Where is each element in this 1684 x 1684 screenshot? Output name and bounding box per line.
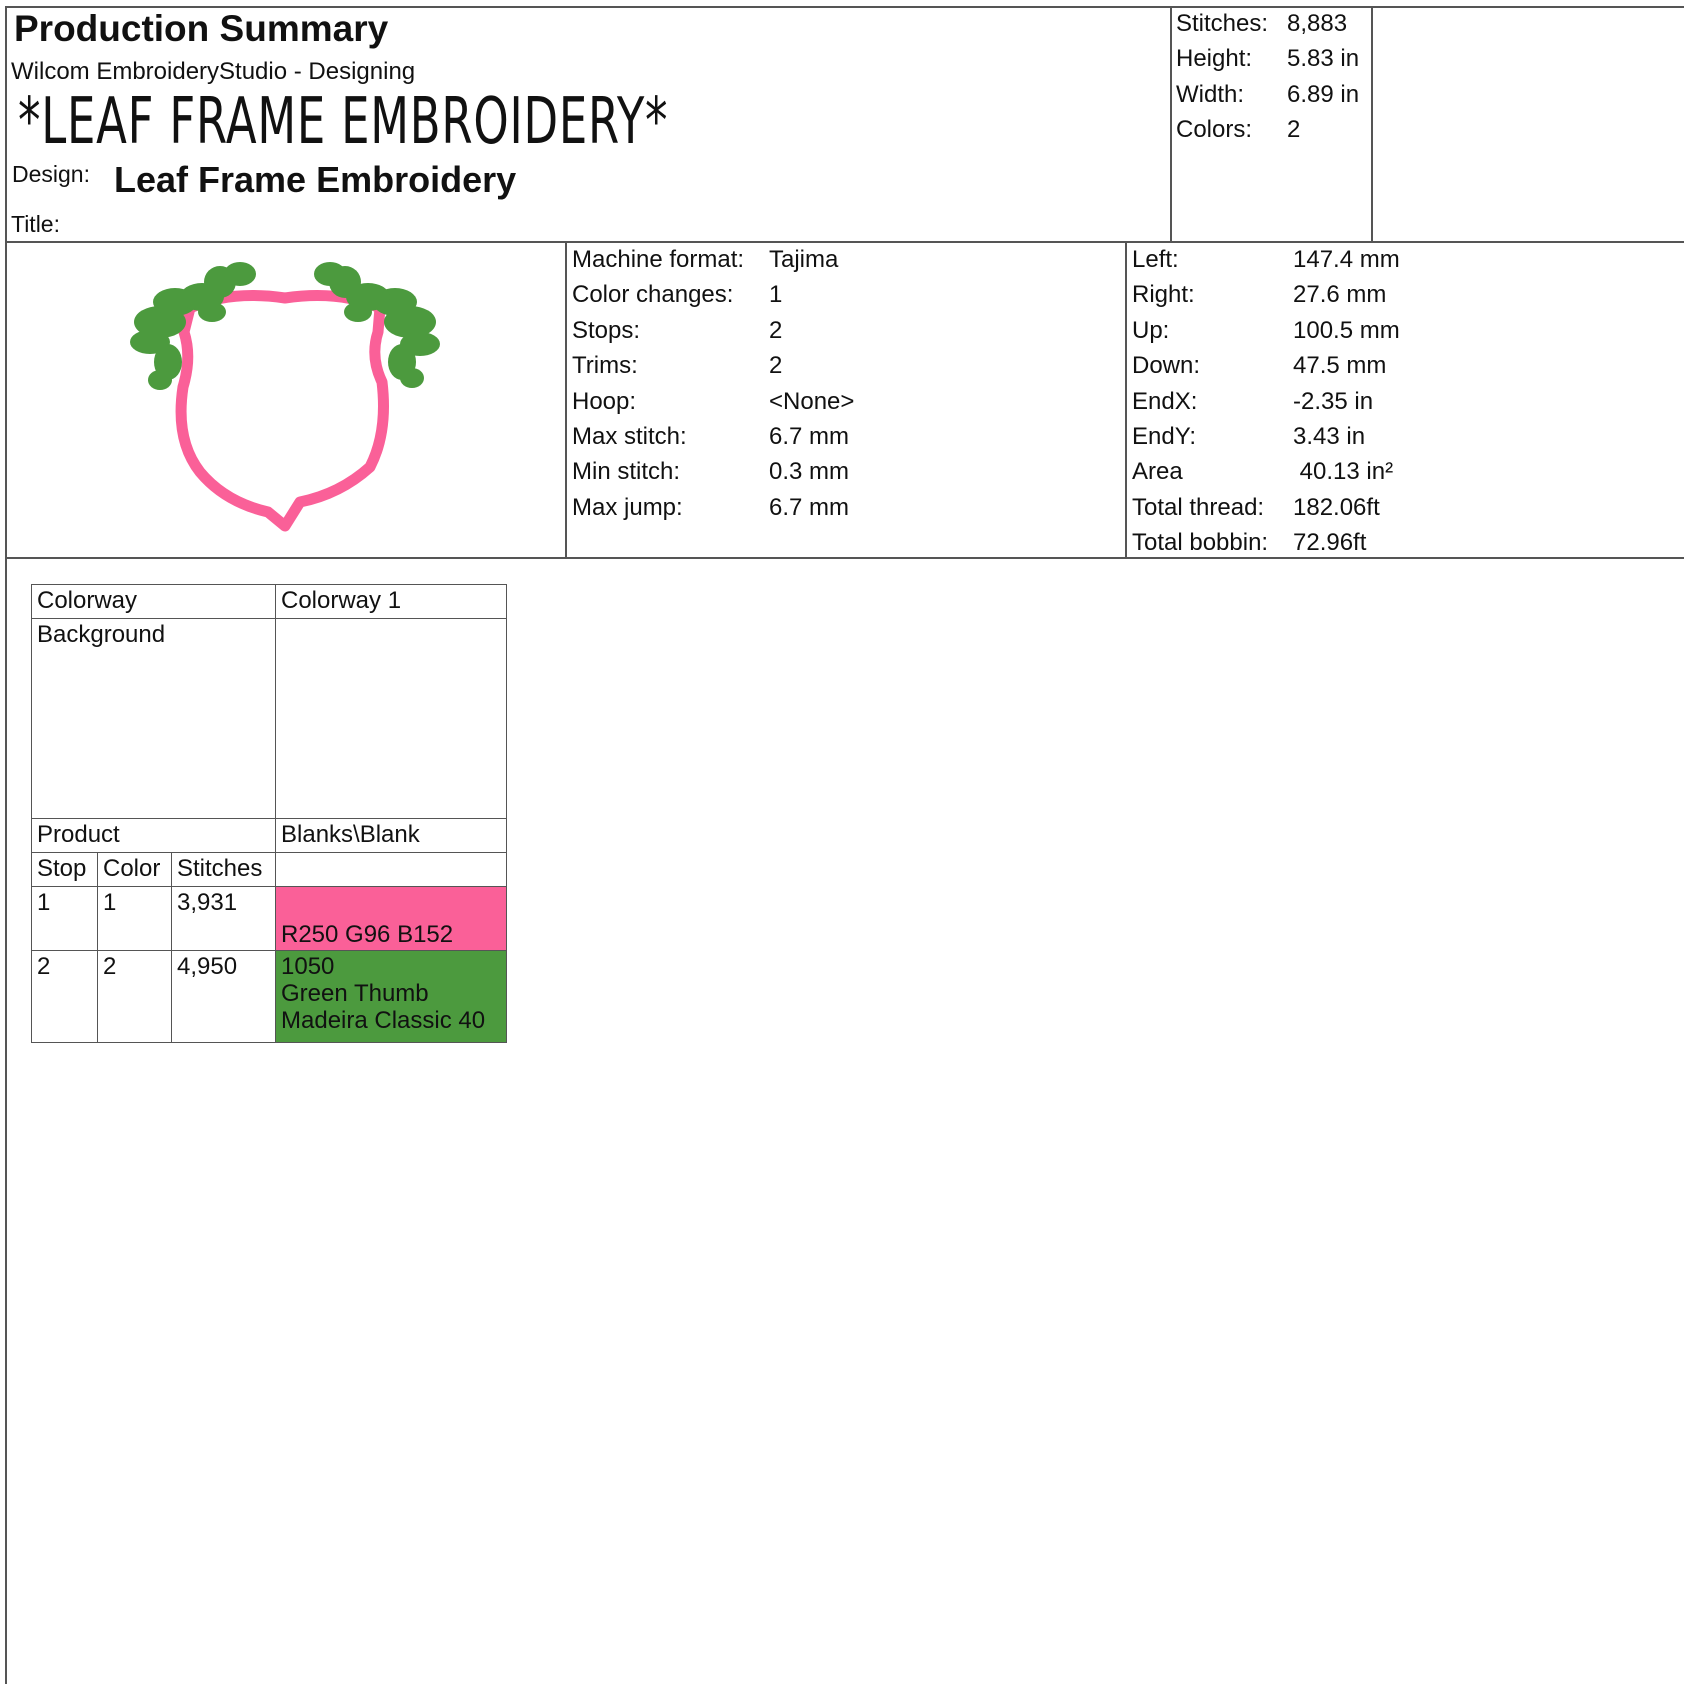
extents-value: 147.4 mm	[1293, 246, 1400, 273]
background-value	[276, 619, 507, 819]
machine-label: Stops:	[572, 316, 641, 344]
product-label: Product	[32, 819, 276, 853]
summary-value: 5.83 in	[1287, 45, 1360, 73]
table-row	[32, 819, 507, 853]
extents-label: EndX:	[1132, 387, 1198, 415]
extents-value: 72.96ft	[1293, 529, 1367, 557]
extents-value: 100.5 mm	[1293, 316, 1400, 344]
design-name: Leaf Frame Embroidery	[114, 159, 517, 200]
extents-value: -2.35 in	[1293, 387, 1374, 415]
machine-value: 1	[769, 281, 783, 309]
leaf-cluster	[130, 262, 440, 390]
design-preview-image	[120, 262, 450, 542]
column-header-stitches: Stitches	[172, 853, 276, 887]
shield-outline	[181, 296, 383, 526]
machine-value: 0.3 mm	[769, 458, 850, 486]
machine-label: Machine format:	[572, 246, 745, 273]
extents-value: 3.43 in	[1293, 422, 1366, 450]
summary-label: Height:	[1176, 45, 1253, 73]
machine-label: Max stitch:	[572, 422, 687, 450]
summary-label: Colors:	[1176, 116, 1253, 144]
column-header-thread	[276, 853, 507, 887]
extents-label: Left:	[1132, 246, 1179, 273]
thread-line: R250 G96 B152	[281, 921, 454, 948]
info-bottom-border	[5, 557, 1684, 559]
machine-value: <None>	[769, 387, 855, 415]
extents-label: EndY:	[1132, 422, 1197, 450]
summary-value: 6.89 in	[1287, 80, 1360, 108]
thread-name: Green Thumb	[281, 980, 429, 1007]
table-row	[32, 887, 507, 951]
info-divider-2	[1125, 241, 1127, 558]
machine-value: Tajima	[769, 246, 839, 273]
extents-label: Down:	[1132, 352, 1201, 380]
header-bottom-border	[5, 241, 1684, 243]
colorway-value: Colorway 1	[276, 585, 507, 619]
summary-label: Width:	[1176, 80, 1245, 108]
extents-value: 40.13 in²	[1293, 458, 1394, 486]
stitches-cell: 4,950	[172, 951, 276, 1043]
extents-value: 27.6 mm	[1293, 281, 1387, 309]
machine-value: 2	[769, 352, 783, 380]
table-row	[32, 951, 507, 1043]
summary-label: Stitches:	[1176, 10, 1269, 37]
machine-label: Trims:	[572, 352, 638, 380]
stop-cell: 2	[32, 951, 98, 1043]
machine-label: Color changes:	[572, 281, 734, 309]
extents-label: Area	[1132, 458, 1183, 486]
app-name: Wilcom EmbroideryStudio - Designing	[11, 58, 416, 85]
colorway-table	[31, 584, 507, 1043]
table-row	[32, 585, 507, 619]
report-title: Production Summary	[14, 8, 389, 49]
product-value: Blanks\Blank	[276, 819, 507, 853]
extents-label: Right:	[1132, 281, 1195, 309]
color-cell: 1	[98, 887, 172, 951]
stop-cell: 1	[32, 887, 98, 951]
header-divider-2	[1371, 6, 1373, 242]
table-header-row	[32, 853, 507, 887]
machine-value: 6.7 mm	[769, 422, 850, 450]
column-header-stop: Stop	[32, 853, 98, 887]
design-label: Design:	[12, 161, 90, 187]
extents-label: Total bobbin:	[1132, 529, 1269, 557]
machine-label: Max jump:	[572, 493, 683, 521]
info-divider-1	[565, 241, 567, 558]
extents-value: 182.06ft	[1293, 493, 1380, 521]
machine-value: 6.7 mm	[769, 493, 850, 521]
thread-swatch-cell	[276, 951, 507, 1043]
thread-brand: Madeira Classic 40	[281, 1007, 486, 1034]
page-left-border	[5, 6, 7, 1684]
machine-label: Hoop:	[572, 387, 637, 415]
summary-value: 2	[1287, 116, 1301, 144]
extents-label: Up:	[1132, 316, 1170, 344]
thread-code: 1050	[281, 953, 335, 980]
color-cell: 2	[98, 951, 172, 1043]
extents-label: Total thread:	[1132, 493, 1265, 521]
summary-value: 8,883	[1287, 10, 1348, 37]
stitches-cell: 3,931	[172, 887, 276, 951]
machine-label: Min stitch:	[572, 458, 681, 486]
colorway-label: Colorway	[32, 585, 276, 619]
title-label: Title:	[11, 211, 60, 237]
design-banner: *LEAF FRAME EMBROIDERY*	[18, 85, 669, 159]
background-label: Background	[32, 619, 276, 819]
machine-value: 2	[769, 316, 783, 344]
header-divider-1	[1170, 6, 1172, 242]
thread-swatch-cell	[276, 887, 507, 951]
column-header-color: Color	[98, 853, 172, 887]
extents-value: 47.5 mm	[1293, 352, 1387, 380]
table-row	[32, 619, 507, 819]
